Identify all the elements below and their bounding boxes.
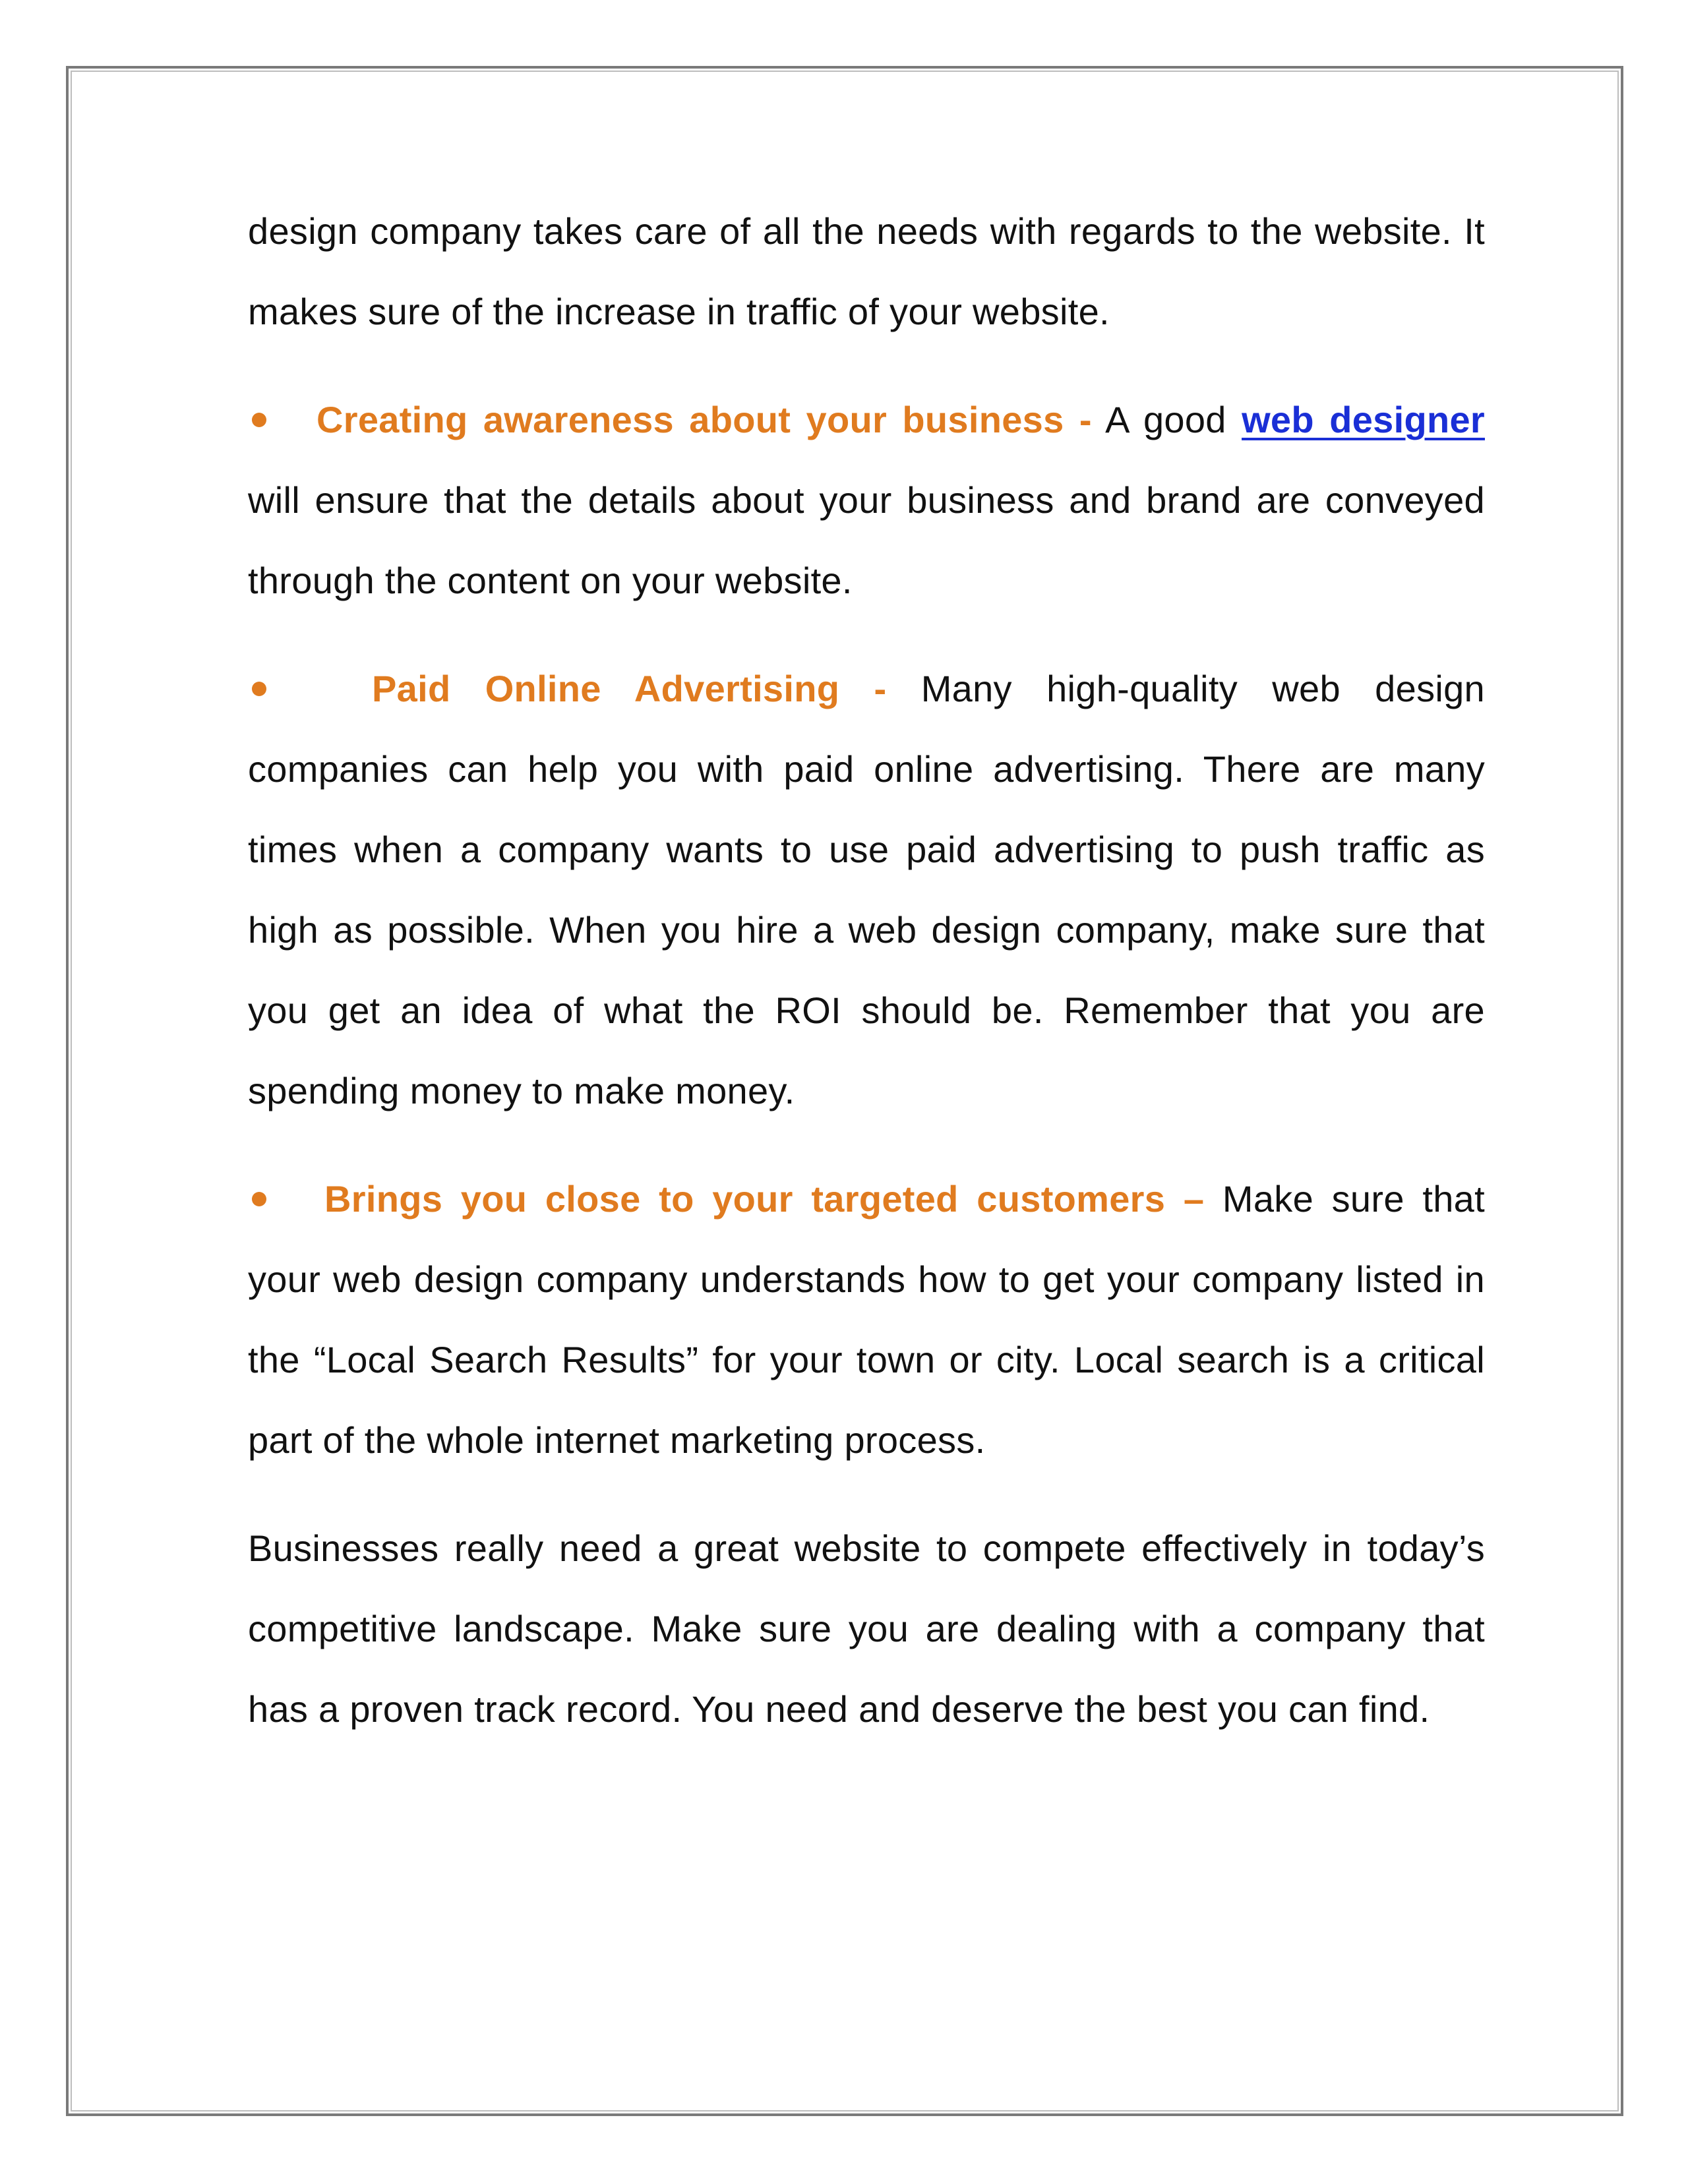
bullet-heading: Paid Online Advertising - [372,668,887,709]
bullet-body: Many high-quality web design companies can help you with paid online advertising. There are many times when a company wants to use paid advertising to push traffic as high as possible. When you hire a web design company, make sure that you get an idea of what the ROI should be. Remember that you are spending money to make money. [248,668,1485,1111]
bullet-heading: Creating awareness about your business - [316,399,1092,440]
list-item-awareness [248,380,1485,621]
list-item-paid-advertising [248,649,1485,1131]
bullet-body: Make sure that your web design company understands how to get your company listed in the “Local Search Results” for your town or city. Local search is a critical part of the whole internet marketing process. [248,1178,1485,1461]
bullet-pre-link: A good [1091,399,1242,440]
list-item-targeted-customers [248,1159,1485,1481]
bullet-dot-icon [252,413,266,427]
bullet-dot-icon [252,1192,266,1206]
web-designer-link[interactable]: web designer [1242,399,1485,440]
bullet-body: will ensure that the details about your business and brand are conveyed through the content on your website. [248,479,1485,601]
bullet-dot-icon [252,682,266,696]
bullet-heading: Brings you close to your targeted customers – [324,1178,1205,1220]
document-body [248,191,1485,1777]
intro-paragraph: design company takes care of all the needs with regards to the website. It makes sure of the increase in traffic of your website. [248,210,1485,332]
closing-paragraph: Businesses really need a great website to compete effectively in today’s competitive landscape. Make sure you are dealing with a company that has a proven track record. You need and deserve the best you can find. [248,1527,1485,1730]
